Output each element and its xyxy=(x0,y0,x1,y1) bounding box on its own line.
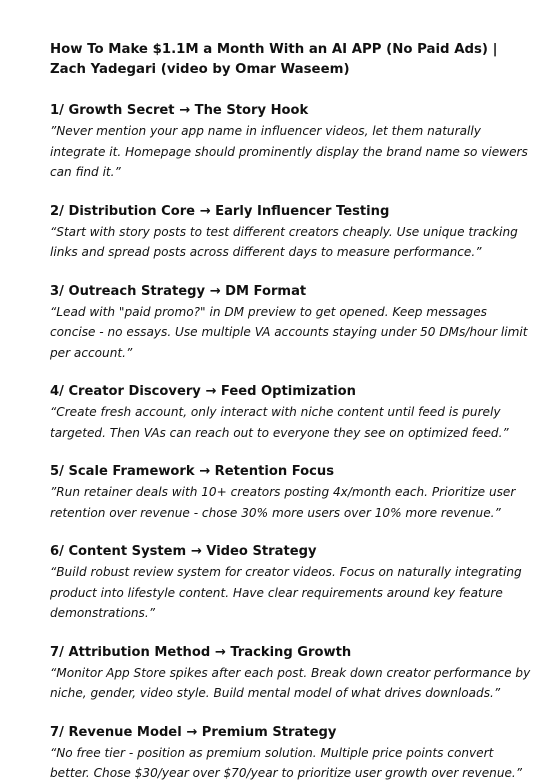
section-3 xyxy=(50,282,532,364)
section-heading: 4/ Creator Discovery → Feed Optimization xyxy=(50,384,356,399)
section-quote: ”Run retainer deals with 10+ creators posting 4x/month each. Prioritize user retention over revenue - chose 30% more users over 10% more revenue.” xyxy=(50,485,516,520)
section-quote: “Start with story posts to test different creators cheaply. Use unique tracking links and spread posts across different days to measure performance.” xyxy=(50,224,518,259)
section-heading: 5/ Scale Framework → Retention Focus xyxy=(50,464,335,479)
section-2 xyxy=(50,202,532,263)
section-heading: 1/ Growth Secret → The Story Hook xyxy=(50,103,309,118)
section-heading: 3/ Outreach Strategy → DM Format xyxy=(50,283,307,299)
section-8 xyxy=(50,723,532,784)
document-title: How To Make $1.1M a Month With an AI APP (No Paid Ads) | Zach Yadegari (video by Omar Waseem) xyxy=(50,42,498,77)
section-7 xyxy=(50,643,532,704)
section-1 xyxy=(50,101,532,183)
section-5 xyxy=(50,462,532,523)
section-quote: “No free tier - position as premium solution. Multiple price points convert better. Chose $30/year over $70/year to prioritize user growth over revenue.” xyxy=(50,745,523,780)
section-quote: “Create fresh account, only interact with niche content until feed is purely targeted. Then VAs can reach out to everyone they see on optimized feed.” xyxy=(50,405,509,440)
section-heading: 7/ Revenue Model → Premium Strategy xyxy=(50,724,337,740)
section-quote: “Build robust review system for creator videos. Focus on naturally integrating product into lifestyle content. Have clear requirements around key feature demonstrations.” xyxy=(50,565,522,620)
section-quote: “Monitor App Store spikes after each post. Break down creator performance by niche, gender, video style. Build mental model of what drives downloads.” xyxy=(50,665,531,700)
section-6 xyxy=(50,542,532,624)
section-quote: ”Never mention your app name in influencer videos, let them naturally integrate it. Homepage should prominently display the brand name so viewers can find it.” xyxy=(50,124,528,179)
section-4 xyxy=(50,382,532,443)
section-quote: “Lead with "paid promo?" in DM preview to get opened. Keep messages concise - no essays. Use multiple VA accounts staying under 50 DMs/hour limit per account.” xyxy=(50,304,528,360)
section-heading: 2/ Distribution Core → Early Influencer Testing xyxy=(50,203,390,219)
section-heading: 6/ Content System → Video Strategy xyxy=(50,544,317,559)
section-heading: 7/ Attribution Method → Tracking Growth xyxy=(50,644,352,660)
